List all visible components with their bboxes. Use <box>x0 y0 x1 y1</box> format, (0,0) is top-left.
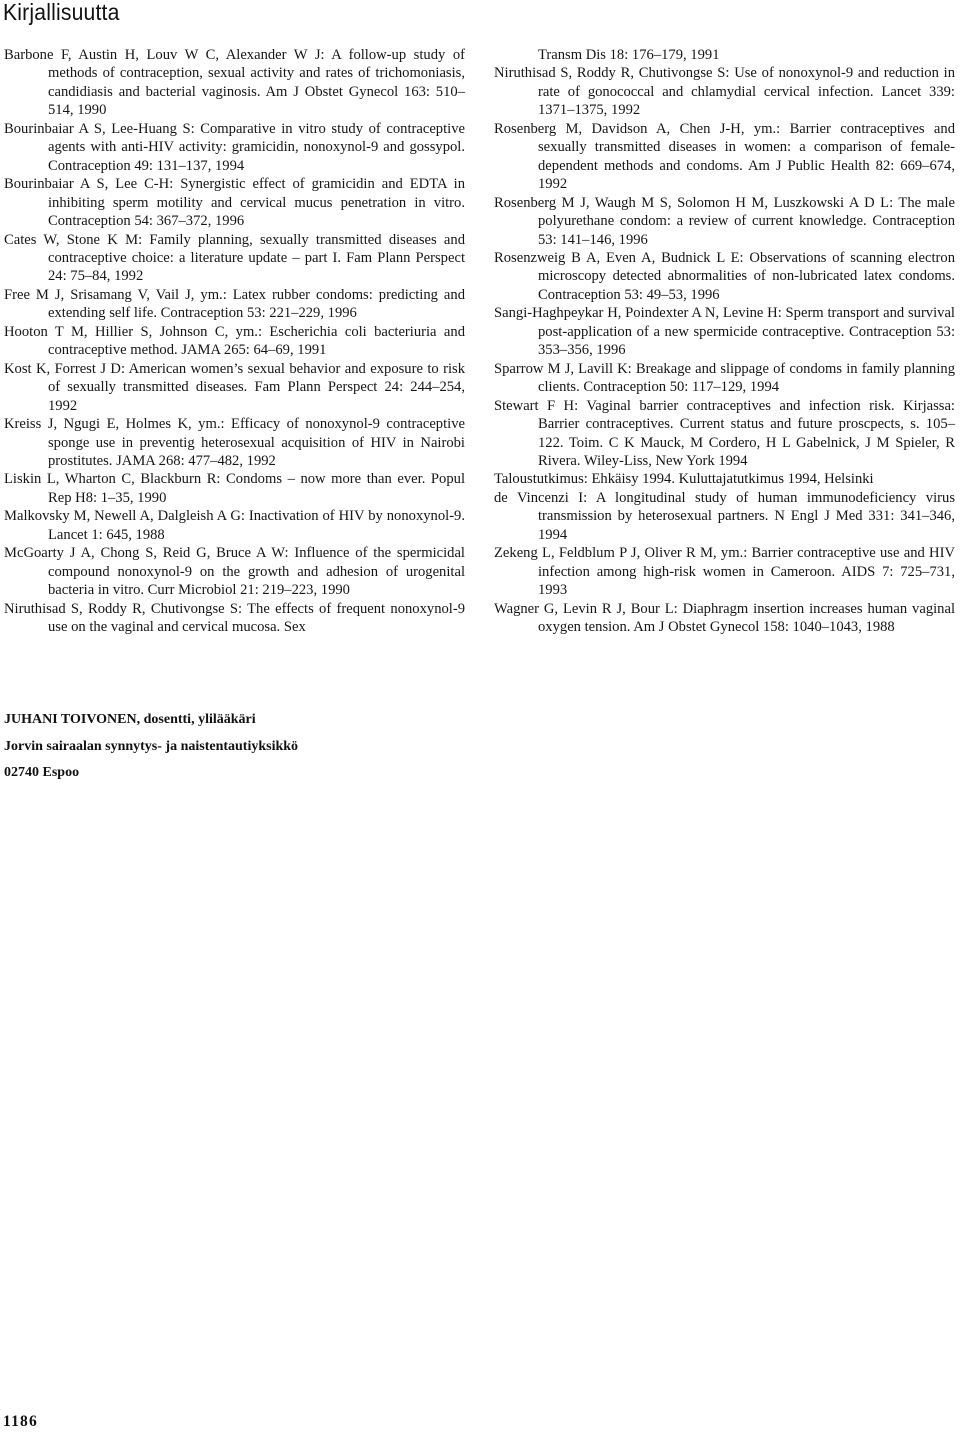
page-number: 1186 <box>3 1413 38 1430</box>
page-title: Kirjallisuutta <box>3 0 120 25</box>
author-name: JUHANI TOIVONEN, dosentti, ylilääkäri <box>4 712 256 727</box>
reference-item: Niruthisad S, Roddy R, Chutivongse S: Use of nonoxynol-9 and reduction in rate of gonococcal and chlamydial cervical infection. Lancet 339: 1371–1375, 1992 <box>494 65 955 119</box>
reference-item: Cates W, Stone K M: Family planning, sexually transmitted diseases and contraceptive choice: a literature update – part I. Fam Plann Perspect 24: 75–84, 1992 <box>4 231 465 285</box>
reference-item: de Vincenzi I: A longitudinal study of human immunodeficiency virus transmission by heterosexual partners. N Engl J Med 331: 341–346, 1994 <box>494 489 955 543</box>
reference-item: Taloustutkimus: Ehkäisy 1994. Kuluttajatutkimus 1994, Helsinki <box>494 471 874 488</box>
reference-item: Bourinbaiar A S, Lee-Huang S: Comparative in vitro study of contraceptive agents with anti-HIV activity: gramicidin, nonoxynol-9 and gossypol. Contraception 49: 131–137, 1994 <box>4 120 465 174</box>
reference-item: Wagner G, Levin R J, Bour L: Diaphragm insertion increases human vaginal oxygen tension. Am J Obstet Gynecol 158: 1040–1043, 1988 <box>494 600 955 636</box>
reference-item: Niruthisad S, Roddy R, Chutivongse S: The effects of frequent nonoxynol-9 use on the vaginal and cervical mucosa. Sex <box>4 600 465 636</box>
reference-item: Rosenberg M, Davidson A, Chen J-H, ym.: Barrier contraceptives and sexually transmitted diseases in women: a comparison of female-dependent methods and condoms. Am J Public Health 82: 669–674, 1992 <box>494 120 955 193</box>
reference-column-right <box>494 46 955 637</box>
reference-item: Zekeng L, Feldblum P J, Oliver R M, ym.: Barrier contraceptive use and HIV infection among high-risk women in Cameroon. AIDS 7: 725–731, 1993 <box>494 545 955 599</box>
reference-item: Sparrow M J, Lavill K: Breakage and slippage of condoms in family planning clients. Contraception 50: 117–129, 1994 <box>494 360 955 396</box>
reference-item: Hooton T M, Hillier S, Johnson C, ym.: Escherichia coli bacteriuria and contraceptive method. JAMA 265: 64–69, 1991 <box>4 323 465 359</box>
author-address: 02740 Espoo <box>4 765 80 780</box>
reference-continuation: Transm Dis 18: 176–179, 1991 <box>538 47 720 63</box>
reference-item: Liskin L, Wharton C, Blackburn R: Condoms – now more than ever. Popul Rep H8: 1–35, 1990 <box>4 471 465 506</box>
reference-item: McGoarty J A, Chong S, Reid G, Bruce A W: Influence of the spermicidal compound nonoxynol-9 on the growth and adhesion of urogenital bacteria in vitro. Curr Microbiol 21: 219–223, 1990 <box>4 545 465 599</box>
reference-item: Rosenzweig B A, Even A, Budnick L E: Observations of scanning electron microscopy detected abnormalities of non-lubricated latex condoms. Contraception 53: 49–53, 1996 <box>494 249 955 303</box>
author-block <box>4 707 298 787</box>
reference-item: Free M J, Srisamang V, Vail J, ym.: Latex rubber condoms: predicting and extending self life. Contraception 53: 221–229, 1996 <box>4 286 465 322</box>
reference-column-left <box>4 46 465 637</box>
reference-item: Rosenberg M J, Waugh M S, Solomon H M, Luszkowski A D L: The male polyurethane condom: a review of current knowledge. Contraception 53: 141–146, 1996 <box>494 194 955 248</box>
reference-item: Barbone F, Austin H, Louv W C, Alexander W J: A follow-up study of methods of contraception, sexual activity and rates of trichomoniasis, candidiasis and bacterial vaginosis. Am J Obstet Gynecol 163: 510–514, 1990 <box>4 47 465 119</box>
reference-item: Kreiss J, Ngugi E, Holmes K, ym.: Efficacy of nonoxynol-9 contraceptive sponge use in preventig heterosexual acquisition of HIV in Nairobi prostitutes. JAMA 268: 477–482, 1992 <box>4 416 465 469</box>
reference-item: Stewart F H: Vaginal barrier contraceptives and infection risk. Kirjassa: Barrier contraceptives. Current status and future proscpects, s. 105–122. Toim. C K Mauck, M Cordero, H L Gabelnick, J M Spieler, R Rivera. Wiley-Liss, New York 1994 <box>494 397 955 469</box>
author-affiliation: Jorvin sairaalan synnytys- ja naistentautiyksikkö <box>4 738 299 754</box>
reference-item: Sangi-Haghpeykar H, Poindexter A N, Levine H: Sperm transport and survival post-application of a new spermicide contraceptive. Contraception 53: 353–356, 1996 <box>494 305 955 359</box>
reference-item: Malkovsky M, Newell A, Dalgleish A G: Inactivation of HIV by nonoxynol-9. Lancet 1: 645, 1988 <box>4 508 465 543</box>
reference-item: Bourinbaiar A S, Lee C-H: Synergistic effect of gramicidin and EDTA in inhibiting sperm motility and cervical mucus penetration in vitro. Contraception 54: 367–372, 1996 <box>4 176 465 230</box>
reference-item: Kost K, Forrest J D: American women’s sexual behavior and exposure to risk of sexually transmitted diseases. Fam Plann Perspect 24: 244–254, 1992 <box>4 360 465 414</box>
